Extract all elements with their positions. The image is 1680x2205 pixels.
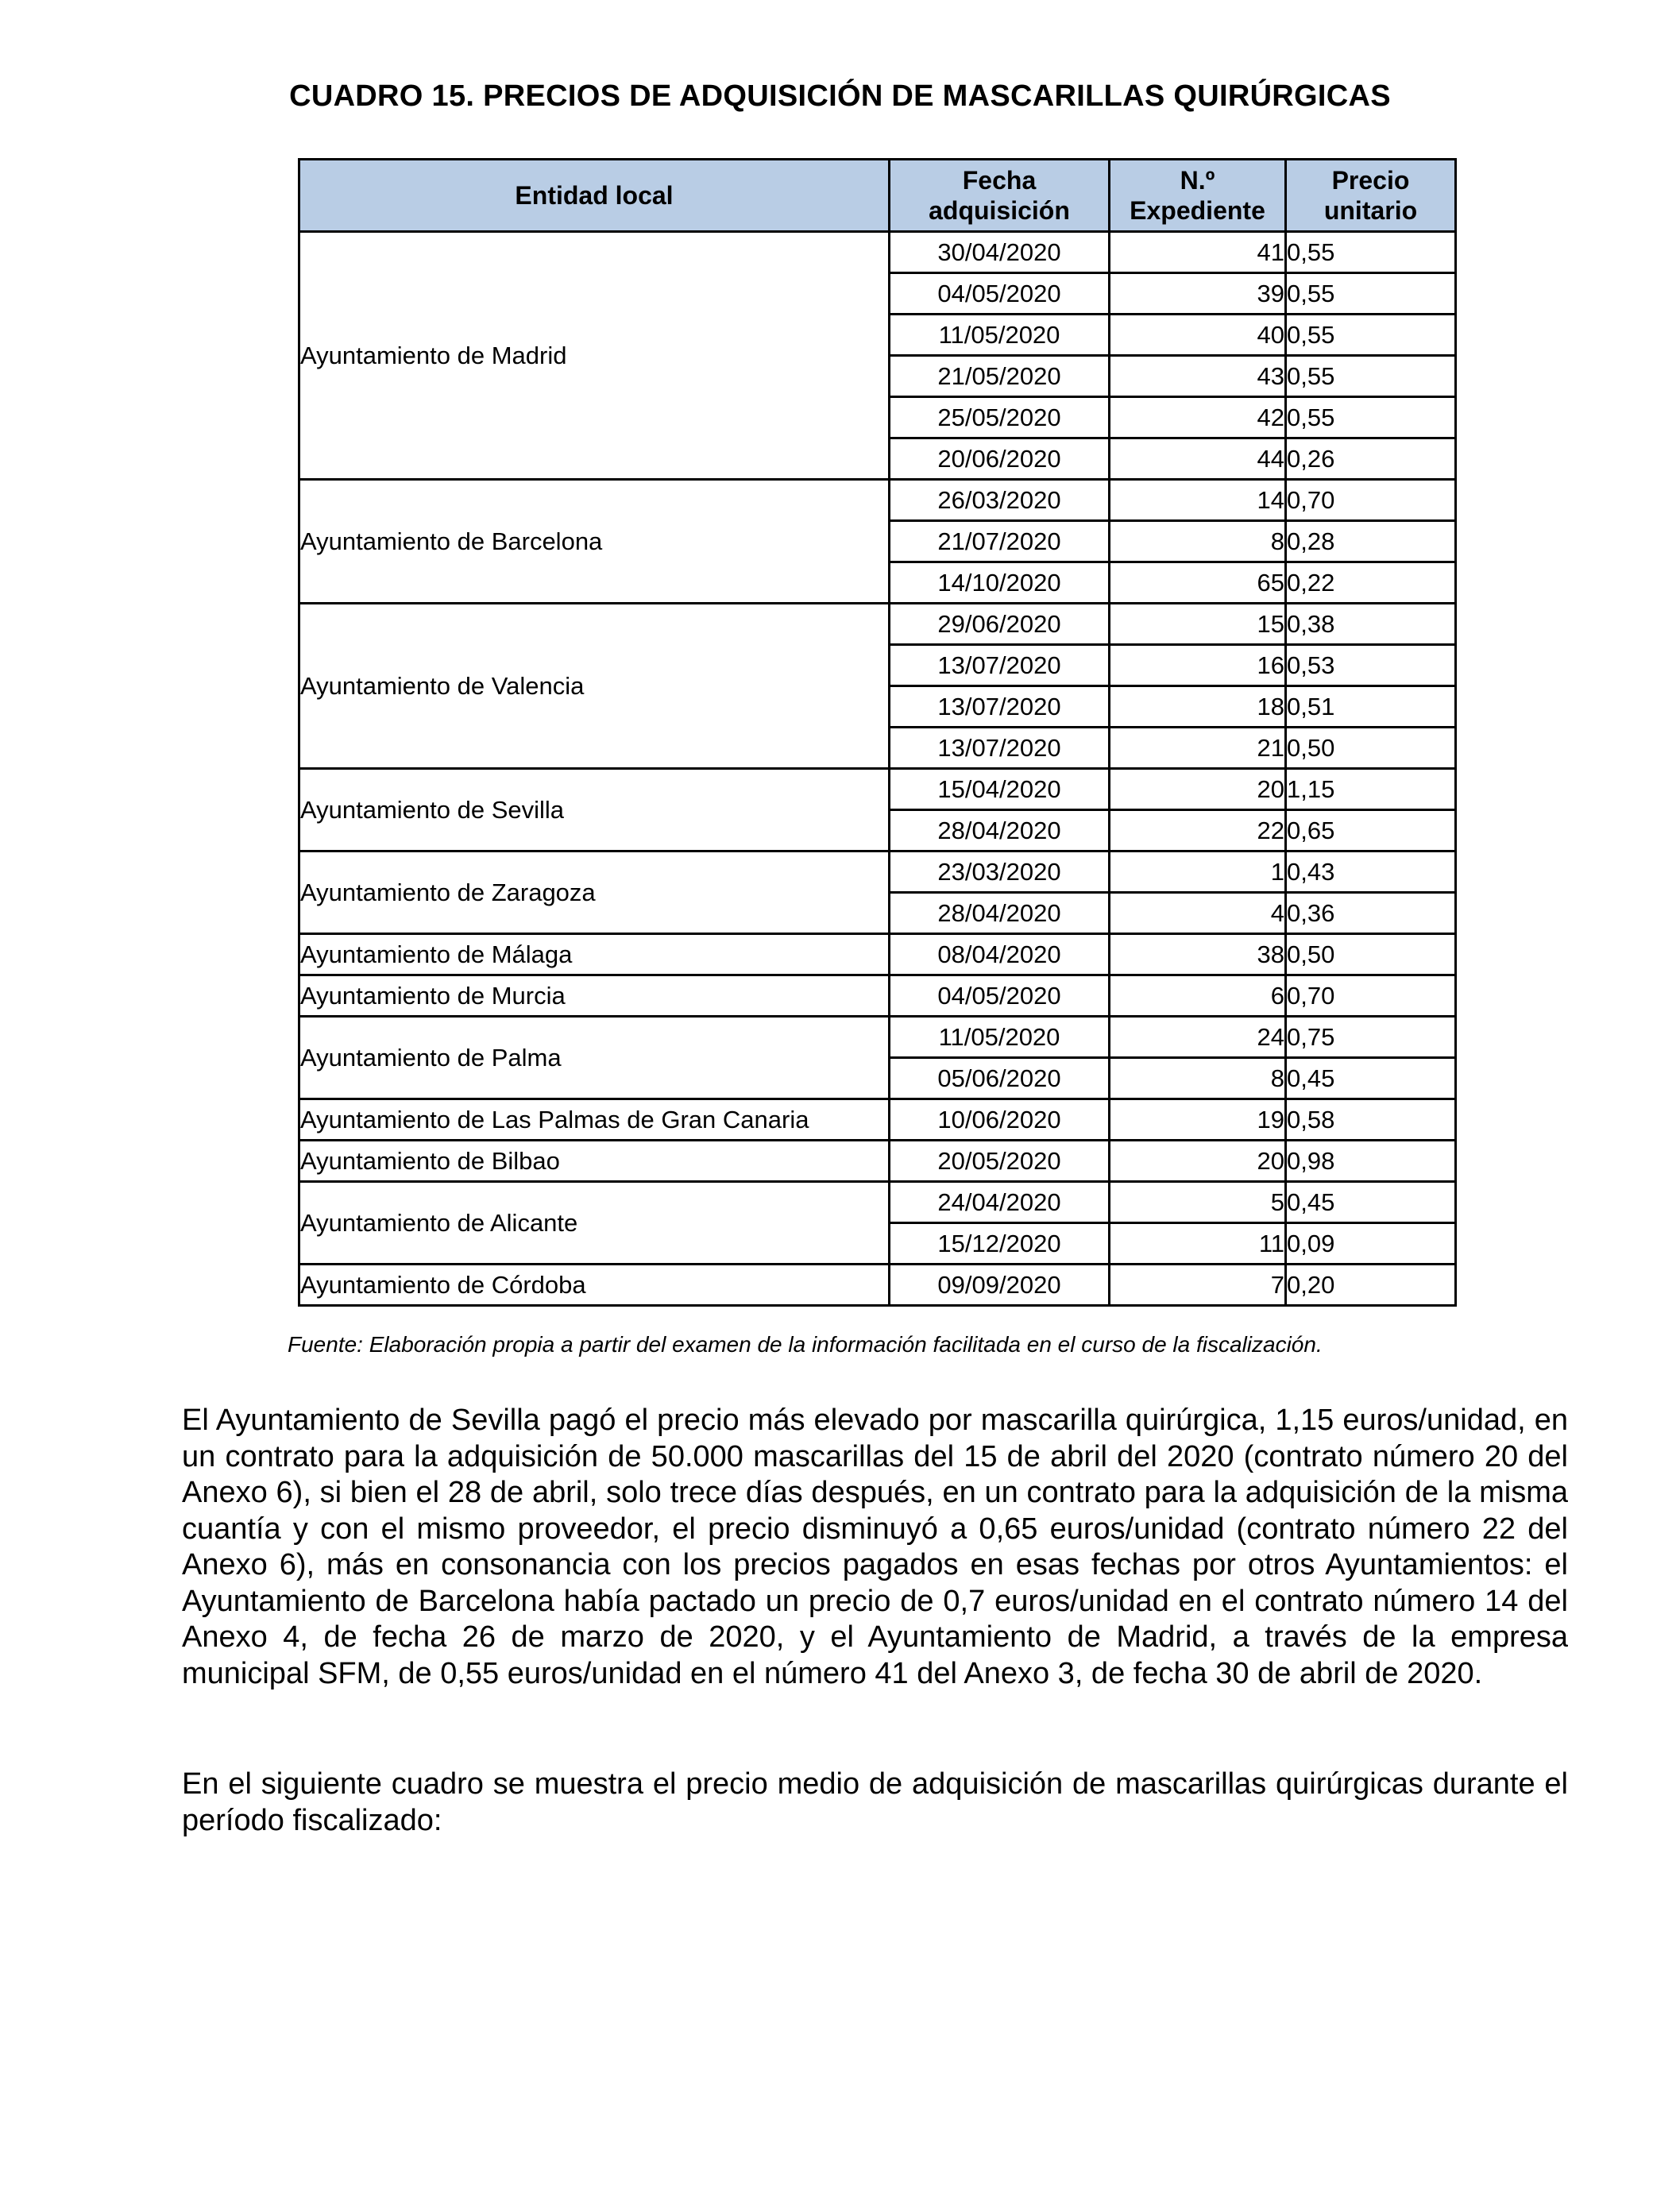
table-row [299, 1265, 1456, 1306]
price-cell: 0,70 [1286, 480, 1456, 521]
source-text: Elaboración propia a partir del examen de la información facilitada en el curso de la fiscalización. [369, 1332, 1323, 1357]
table-row [299, 1141, 1456, 1182]
expediente-cell: 38 [1110, 934, 1286, 975]
expediente-cell: 1 [1110, 851, 1286, 893]
date-cell: 10/06/2020 [890, 1099, 1110, 1141]
table-row [299, 1099, 1456, 1141]
table-row [299, 1017, 1456, 1058]
entity-cell: Ayuntamiento de Zaragoza [299, 851, 890, 934]
header-entity: Entidad local [299, 160, 890, 232]
date-cell: 24/04/2020 [890, 1182, 1110, 1223]
expediente-cell: 20 [1110, 1141, 1286, 1182]
entity-cell: Ayuntamiento de Barcelona [299, 480, 890, 604]
price-cell: 0,28 [1286, 521, 1456, 562]
date-cell: 25/05/2020 [890, 397, 1110, 438]
table-row [299, 975, 1456, 1017]
source-label: Fuente: [288, 1332, 363, 1357]
expediente-cell: 7 [1110, 1265, 1286, 1306]
expediente-cell: 22 [1110, 810, 1286, 851]
source-note [288, 1332, 1323, 1357]
price-cell: 0,55 [1286, 315, 1456, 356]
expediente-cell: 8 [1110, 1058, 1286, 1099]
table-header [299, 160, 1456, 232]
entity-cell: Ayuntamiento de Alicante [299, 1182, 890, 1265]
entity-cell: Ayuntamiento de Córdoba [299, 1265, 890, 1306]
date-cell: 29/06/2020 [890, 604, 1110, 645]
price-cell: 0,70 [1286, 975, 1456, 1017]
expediente-cell: 16 [1110, 645, 1286, 686]
date-cell: 28/04/2020 [890, 810, 1110, 851]
date-cell: 11/05/2020 [890, 1017, 1110, 1058]
price-cell: 0,98 [1286, 1141, 1456, 1182]
date-cell: 21/07/2020 [890, 521, 1110, 562]
table-row [299, 480, 1456, 521]
date-cell: 13/07/2020 [890, 686, 1110, 728]
page-title: CUADRO 15. PRECIOS DE ADQUISICIÓN DE MASCARILLAS QUIRÚRGICAS [289, 79, 1391, 113]
date-cell: 20/05/2020 [890, 1141, 1110, 1182]
date-cell: 28/04/2020 [890, 893, 1110, 934]
header-date: Fecha adquisición [890, 160, 1110, 232]
expediente-cell: 65 [1110, 562, 1286, 604]
entity-cell: Ayuntamiento de Bilbao [299, 1141, 890, 1182]
expediente-cell: 39 [1110, 273, 1286, 315]
expediente-cell: 8 [1110, 521, 1286, 562]
price-cell: 0,43 [1286, 851, 1456, 893]
date-cell: 05/06/2020 [890, 1058, 1110, 1099]
price-cell: 0,55 [1286, 356, 1456, 397]
price-cell: 0,20 [1286, 1265, 1456, 1306]
date-cell: 04/05/2020 [890, 975, 1110, 1017]
date-cell: 15/12/2020 [890, 1223, 1110, 1265]
entity-cell: Ayuntamiento de Madrid [299, 232, 890, 480]
date-cell: 23/03/2020 [890, 851, 1110, 893]
date-cell: 13/07/2020 [890, 645, 1110, 686]
table-body [299, 232, 1456, 1306]
expediente-cell: 42 [1110, 397, 1286, 438]
price-cell: 0,22 [1286, 562, 1456, 604]
expediente-cell: 11 [1110, 1223, 1286, 1265]
entity-cell: Ayuntamiento de Murcia [299, 975, 890, 1017]
expediente-cell: 15 [1110, 604, 1286, 645]
table-row [299, 232, 1456, 273]
date-cell: 26/03/2020 [890, 480, 1110, 521]
price-cell: 0,09 [1286, 1223, 1456, 1265]
table-row [299, 851, 1456, 893]
expediente-cell: 6 [1110, 975, 1286, 1017]
date-cell: 11/05/2020 [890, 315, 1110, 356]
expediente-cell: 20 [1110, 769, 1286, 810]
expediente-cell: 14 [1110, 480, 1286, 521]
body-paragraph-2: En el siguiente cuadro se muestra el precio medio de adquisición de mascarillas quirúrgicas durante el período fiscalizado: [182, 1767, 1568, 1837]
price-cell: 0,50 [1286, 934, 1456, 975]
price-cell: 0,65 [1286, 810, 1456, 851]
price-cell: 0,53 [1286, 645, 1456, 686]
price-cell: 0,38 [1286, 604, 1456, 645]
price-cell: 0,55 [1286, 232, 1456, 273]
expediente-cell: 4 [1110, 893, 1286, 934]
expediente-cell: 5 [1110, 1182, 1286, 1223]
date-cell: 13/07/2020 [890, 728, 1110, 769]
price-cell: 0,26 [1286, 438, 1456, 480]
expediente-cell: 41 [1110, 232, 1286, 273]
date-cell: 14/10/2020 [890, 562, 1110, 604]
table-row [299, 934, 1456, 975]
price-cell: 0,50 [1286, 728, 1456, 769]
entity-cell: Ayuntamiento de Sevilla [299, 769, 890, 851]
body-paragraph-1: El Ayuntamiento de Sevilla pagó el precio más elevado por mascarilla quirúrgica, 1,15 euros/unidad, en un contrato para la adquisición de 50.000 mascarillas del 15 de abril del 2020 (contrato número 20 del Anexo 6), si bien el 28 de abril, solo trece días después, en un contrato para la adquisición de la misma cuantía y con el mismo proveedor, el precio disminuyó a 0,65 euros/unidad (contrato número 22 del Anexo 6), más en consonancia con los precios pagados en esas fechas por otros Ayuntamientos: el Ayuntamiento de Barcelona había pactado un precio de 0,7 euros/unidad en el contrato número 14 del Anexo 4, de fecha 26 de marzo de 2020, y el Ayuntamiento de Madrid, a través de la empresa municipal SFM, de 0,55 euros/unidad en el número 41 del Anexo 3, de fecha 30 de abril de 2020. [182, 1404, 1568, 1690]
date-cell: 04/05/2020 [890, 273, 1110, 315]
price-cell: 0,75 [1286, 1017, 1456, 1058]
table-row [299, 769, 1456, 810]
price-cell: 0,55 [1286, 397, 1456, 438]
price-cell: 0,45 [1286, 1182, 1456, 1223]
price-cell: 1,15 [1286, 769, 1456, 810]
expediente-cell: 19 [1110, 1099, 1286, 1141]
price-cell: 0,51 [1286, 686, 1456, 728]
expediente-cell: 44 [1110, 438, 1286, 480]
price-cell: 0,55 [1286, 273, 1456, 315]
entity-cell: Ayuntamiento de Palma [299, 1017, 890, 1099]
table-row [299, 1182, 1456, 1223]
price-cell: 0,45 [1286, 1058, 1456, 1099]
date-cell: 20/06/2020 [890, 438, 1110, 480]
expediente-cell: 43 [1110, 356, 1286, 397]
date-cell: 09/09/2020 [890, 1265, 1110, 1306]
table-row [299, 604, 1456, 645]
date-cell: 08/04/2020 [890, 934, 1110, 975]
entity-cell: Ayuntamiento de Valencia [299, 604, 890, 769]
entity-cell: Ayuntamiento de Málaga [299, 934, 890, 975]
date-cell: 15/04/2020 [890, 769, 1110, 810]
entity-cell: Ayuntamiento de Las Palmas de Gran Canaria [299, 1099, 890, 1141]
price-cell: 0,58 [1286, 1099, 1456, 1141]
expediente-cell: 24 [1110, 1017, 1286, 1058]
date-cell: 21/05/2020 [890, 356, 1110, 397]
expediente-cell: 21 [1110, 728, 1286, 769]
prices-table [298, 158, 1457, 1307]
header-expediente: N.º Expediente [1110, 160, 1286, 232]
price-cell: 0,36 [1286, 893, 1456, 934]
header-price: Precio unitario [1286, 160, 1456, 232]
expediente-cell: 18 [1110, 686, 1286, 728]
date-cell: 30/04/2020 [890, 232, 1110, 273]
expediente-cell: 40 [1110, 315, 1286, 356]
